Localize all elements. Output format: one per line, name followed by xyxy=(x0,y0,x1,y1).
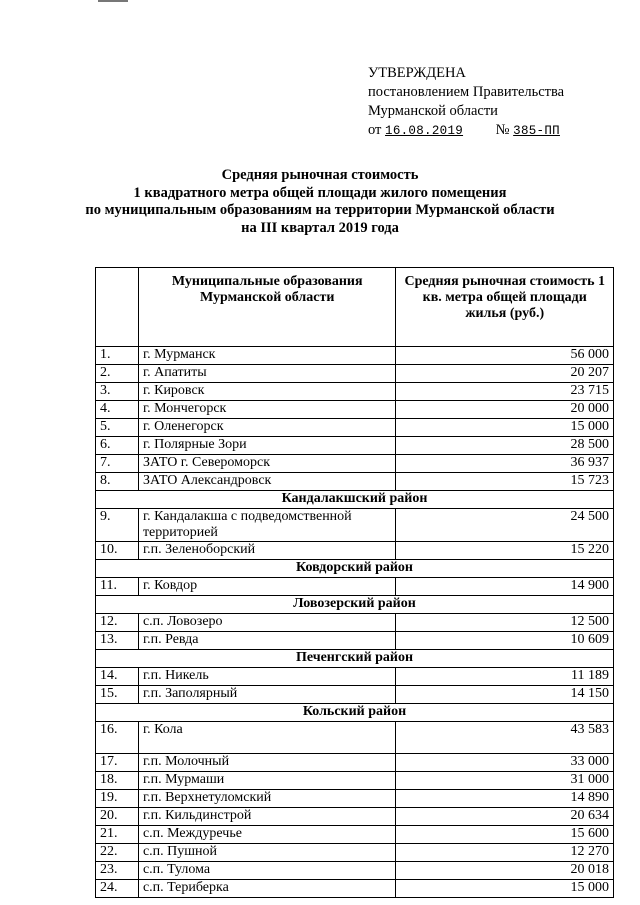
municipality-name: г. Мурманск xyxy=(138,347,396,365)
municipality-name: г. Полярные Зори xyxy=(138,437,396,455)
table-row xyxy=(96,722,614,754)
municipality-name: г.п. Молочный xyxy=(138,754,396,772)
district-section-row xyxy=(96,560,614,578)
row-number: 10. xyxy=(96,542,139,560)
row-number: 21. xyxy=(96,826,139,844)
table-row xyxy=(96,862,614,880)
table-row xyxy=(96,790,614,808)
municipality-name: г.п. Никель xyxy=(138,668,396,686)
price-value: 12 500 xyxy=(396,614,614,632)
from-label: от xyxy=(368,122,382,138)
price-value: 36 937 xyxy=(396,455,614,473)
table-row xyxy=(96,754,614,772)
document-title xyxy=(40,167,600,237)
district-section-row xyxy=(96,704,614,722)
approval-line-3: Мурманской области xyxy=(368,103,498,119)
district-name: Кольский район xyxy=(96,704,614,722)
table-row xyxy=(96,668,614,686)
price-value: 23 715 xyxy=(396,383,614,401)
title-line-2: 1 квадратного метра общей площади жилого помещения xyxy=(133,184,507,201)
municipality-name: ЗАТО г. Североморск xyxy=(138,455,396,473)
table-header-row xyxy=(96,268,614,347)
table-row xyxy=(96,419,614,437)
price-value: 14 150 xyxy=(396,686,614,704)
price-value: 15 600 xyxy=(396,826,614,844)
price-value: 20 634 xyxy=(396,808,614,826)
row-number: 15. xyxy=(96,686,139,704)
row-number: 1. xyxy=(96,347,139,365)
row-number: 3. xyxy=(96,383,139,401)
approval-line-2: постановлением Правительства xyxy=(368,84,565,100)
municipality-name: ЗАТО Александровск xyxy=(138,473,396,491)
municipality-name: с.п. Ловозеро xyxy=(138,614,396,632)
row-number: 9. xyxy=(96,509,139,542)
row-number: 24. xyxy=(96,880,139,898)
district-section-row xyxy=(96,650,614,668)
row-number: 16. xyxy=(96,722,139,754)
price-value: 15 000 xyxy=(396,880,614,898)
price-value: 12 270 xyxy=(396,844,614,862)
table-row xyxy=(96,808,614,826)
table-row xyxy=(96,383,614,401)
price-value: 14 890 xyxy=(396,790,614,808)
row-number: 12. xyxy=(96,614,139,632)
table-row xyxy=(96,347,614,365)
approval-date-line xyxy=(368,121,564,141)
scan-mark xyxy=(98,0,128,2)
approval-title: УТВЕРЖДЕНА xyxy=(368,65,466,81)
title-line-3: по муниципальным образованиям на территории Мурманской области xyxy=(85,202,555,218)
municipality-name: г. Ковдор xyxy=(138,578,396,596)
municipality-name: г. Апатиты xyxy=(138,365,396,383)
district-name: Ковдорский район xyxy=(96,560,614,578)
row-number: 6. xyxy=(96,437,139,455)
price-value: 20 000 xyxy=(396,401,614,419)
municipality-name: с.п. Междуречье xyxy=(138,826,396,844)
municipality-name: г.п. Зеленоборский xyxy=(138,542,396,560)
price-value: 20 207 xyxy=(396,365,614,383)
municipality-name: г.п. Верхнетуломский xyxy=(138,790,396,808)
table-row xyxy=(96,826,614,844)
price-value: 15 000 xyxy=(396,419,614,437)
municipality-name: г.п. Кильдинстрой xyxy=(138,808,396,826)
table-row xyxy=(96,880,614,898)
row-number: 8. xyxy=(96,473,139,491)
table-row xyxy=(96,365,614,383)
table-row xyxy=(96,437,614,455)
municipality-name: г. Кандалакша с подведомственной территорией xyxy=(138,509,396,542)
approval-number: 385-ПП xyxy=(513,124,560,138)
table-row xyxy=(96,542,614,560)
table-row xyxy=(96,578,614,596)
district-section-row xyxy=(96,596,614,614)
municipality-name: с.п. Териберка xyxy=(138,880,396,898)
price-value: 28 500 xyxy=(396,437,614,455)
row-number: 2. xyxy=(96,365,139,383)
district-section-row xyxy=(96,491,614,509)
row-number: 22. xyxy=(96,844,139,862)
table-row xyxy=(96,844,614,862)
municipality-name: с.п. Тулома xyxy=(138,862,396,880)
municipality-name: г.п. Ревда xyxy=(138,632,396,650)
district-name: Печенгский район xyxy=(96,650,614,668)
row-number: 4. xyxy=(96,401,139,419)
row-number: 14. xyxy=(96,668,139,686)
district-name: Ловозерский район xyxy=(96,596,614,614)
price-value: 43 583 xyxy=(396,722,614,754)
row-number: 5. xyxy=(96,419,139,437)
row-number: 17. xyxy=(96,754,139,772)
header-price: Средняя рыночная стоимость 1 кв. метра общей площади жилья (руб.) xyxy=(396,268,614,347)
table-row xyxy=(96,614,614,632)
row-number: 11. xyxy=(96,578,139,596)
table-row xyxy=(96,473,614,491)
municipality-name: г.п. Заполярный xyxy=(138,686,396,704)
municipality-name: г. Оленегорск xyxy=(138,419,396,437)
table-row xyxy=(96,509,614,542)
municipality-name: с.п. Пушной xyxy=(138,844,396,862)
district-name: Кандалакшский район xyxy=(96,491,614,509)
price-value: 31 000 xyxy=(396,772,614,790)
price-value: 56 000 xyxy=(396,347,614,365)
approval-date: 16.08.2019 xyxy=(385,124,464,138)
price-value: 20 018 xyxy=(396,862,614,880)
number-label: № xyxy=(495,122,510,138)
price-value: 15 723 xyxy=(396,473,614,491)
table-row xyxy=(96,455,614,473)
price-table xyxy=(95,267,614,898)
header-municipality: Муниципальные образования Мурманской области xyxy=(138,268,396,347)
price-value: 11 189 xyxy=(396,668,614,686)
table-row xyxy=(96,632,614,650)
table-row xyxy=(96,401,614,419)
price-value: 10 609 xyxy=(396,632,614,650)
title-line-4: на III квартал 2019 года xyxy=(241,219,399,236)
municipality-name: г. Кировск xyxy=(138,383,396,401)
municipality-name: г. Мончегорск xyxy=(138,401,396,419)
approval-stamp xyxy=(368,64,564,141)
price-value: 15 220 xyxy=(396,542,614,560)
header-num xyxy=(96,268,139,347)
table-row xyxy=(96,772,614,790)
row-number: 20. xyxy=(96,808,139,826)
price-value: 33 000 xyxy=(396,754,614,772)
table-row xyxy=(96,686,614,704)
row-number: 18. xyxy=(96,772,139,790)
table-body xyxy=(96,347,614,898)
title-line-1: Средняя рыночная стоимость xyxy=(221,167,419,183)
price-value: 24 500 xyxy=(396,509,614,542)
row-number: 7. xyxy=(96,455,139,473)
price-value: 14 900 xyxy=(396,578,614,596)
municipality-name: г. Кола xyxy=(138,722,396,754)
municipality-name: г.п. Мурмаши xyxy=(138,772,396,790)
row-number: 23. xyxy=(96,862,139,880)
row-number: 19. xyxy=(96,790,139,808)
row-number: 13. xyxy=(96,632,139,650)
